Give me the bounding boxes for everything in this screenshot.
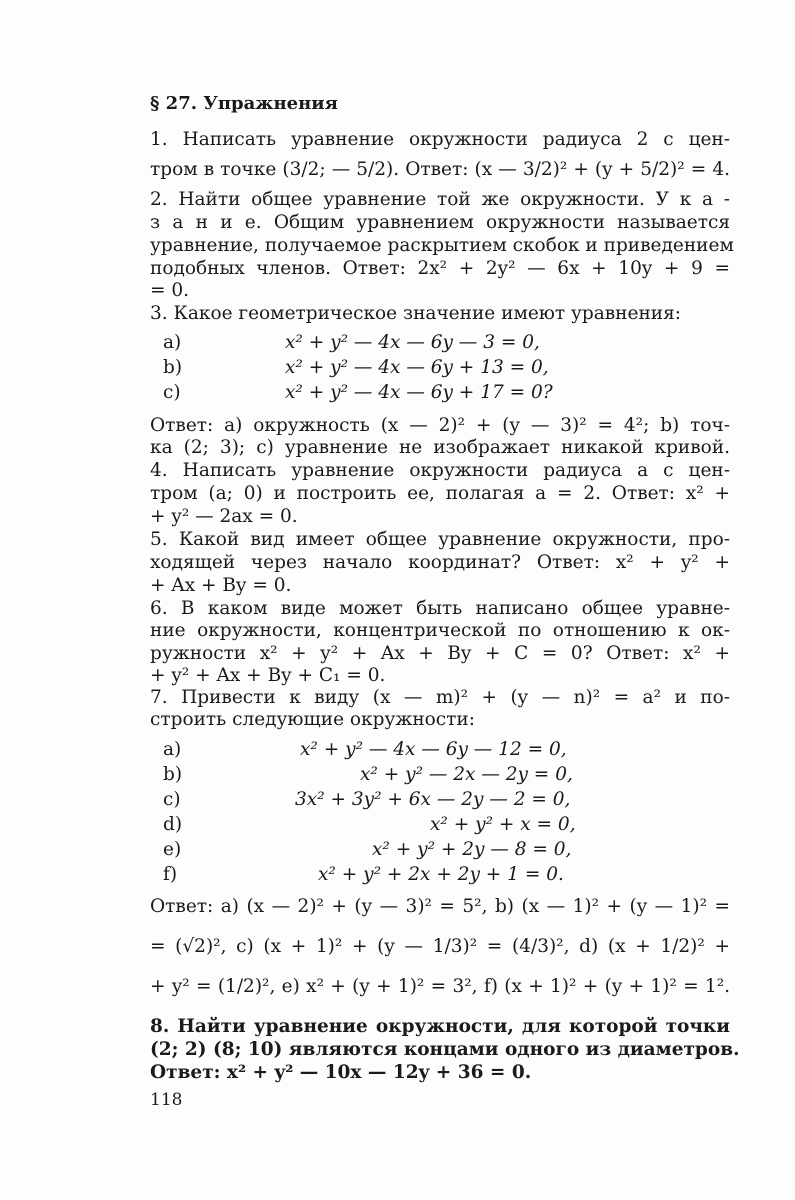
text-line: з а н и е. Общим уравнением окружности называется [150, 212, 730, 233]
equation: 3x² + 3y² + 6x — 2y — 2 = 0, [295, 789, 571, 810]
text-line: (2; 2) (8; 10) являются концами одного из диаметров. [150, 1039, 740, 1060]
equation: x² + y² — 4x — 6y + 13 = 0, [285, 357, 549, 378]
equation: x² + y² — 4x — 6y + 17 = 0? [285, 382, 553, 403]
equation-label: b) [163, 764, 183, 785]
text-line: + y² + Ax + By + C₁ = 0. [150, 665, 386, 686]
text-line: + y² = (1/2)², e) x² + (y + 1)² = 3², f) (x + 1)² + (y + 1)² = 1². [150, 976, 730, 997]
equation-label: c) [163, 382, 181, 403]
text-line: + y² — 2ax = 0. [150, 506, 298, 527]
text-line: 4. Написать уравнение окружности радиуса a с цен- [150, 460, 730, 481]
text-line: = 0. [150, 280, 190, 301]
text-line: ходящей через начало координат? Ответ: x² + y² + [150, 552, 730, 573]
text-line: ние окружности, концентрической по отношению к ок- [150, 620, 730, 641]
page-number: 118 [150, 1090, 183, 1110]
equation-label: c) [163, 789, 181, 810]
text-line: 5. Какой вид имеет общее уравнение окружности, про- [150, 529, 730, 550]
text-line: 8. Найти уравнение окружности, для которой точки [150, 1016, 730, 1037]
equation: x² + y² + x = 0, [430, 814, 576, 835]
text-line: подобных членов. Ответ: 2x² + 2y² — 6x + 10y + 9 = [150, 258, 730, 279]
text-line: 2. Найти общее уравнение той же окружности. У к а - [150, 189, 730, 210]
equation-label: f) [163, 864, 178, 885]
text-line: строить следующие окружности: [150, 709, 475, 730]
section-title: § 27. Упражнения [150, 93, 338, 114]
text-line: 1. Написать уравнение окружности радиуса 2 с цен- [150, 129, 730, 150]
text-line: Ответ: x² + y² — 10x — 12y + 36 = 0. [150, 1062, 532, 1083]
text-line: ружности x² + y² + Ax + By + C = 0? Ответ: x² + [150, 643, 730, 664]
equation: x² + y² — 4x — 6y — 12 = 0, [300, 739, 567, 760]
equation-label: e) [163, 839, 182, 860]
equation: x² + y² — 4x — 6y — 3 = 0, [285, 332, 540, 353]
text-line: ка (2; 3); c) уравнение не изображает никакой кривой. [150, 437, 730, 458]
text-line: 6. В каком виде может быть написано общее уравне- [150, 598, 730, 619]
text-line: + Ax + By = 0. [150, 575, 292, 596]
equation: x² + y² — 2x — 2y = 0, [360, 764, 573, 785]
equation: x² + y² + 2y — 8 = 0, [372, 839, 572, 860]
text-line: уравнение, получаемое раскрытием скобок и приведением [150, 235, 734, 256]
equation-label: d) [163, 814, 183, 835]
equation-label: b) [163, 357, 183, 378]
text-line: тром (a; 0) и построить ее, полагая a = 2. Ответ: x² + [150, 483, 730, 504]
text-line: 3. Какое геометрическое значение имеют уравнения: [150, 303, 682, 324]
text-line: = (√2)², c) (x + 1)² + (y — 1/3)² = (4/3)², d) (x + 1/2)² + [150, 936, 730, 957]
text-line: тром в точке (3/2; — 5/2). Ответ: (x — 3/2)² + (y + 5/2)² = 4. [150, 159, 730, 180]
text-line: Ответ: a) (x — 2)² + (y — 3)² = 5², b) (x — 1)² + (y — 1)² = [150, 896, 730, 917]
equation-label: a) [163, 332, 182, 353]
equation: x² + y² + 2x + 2y + 1 = 0. [318, 864, 564, 885]
equation-label: a) [163, 739, 182, 760]
text-line: 7. Привести к виду (x — m)² + (y — n)² = a² и по- [150, 687, 730, 708]
text-line: Ответ: a) окружность (x — 2)² + (y — 3)² = 4²; b) точ- [150, 415, 730, 436]
